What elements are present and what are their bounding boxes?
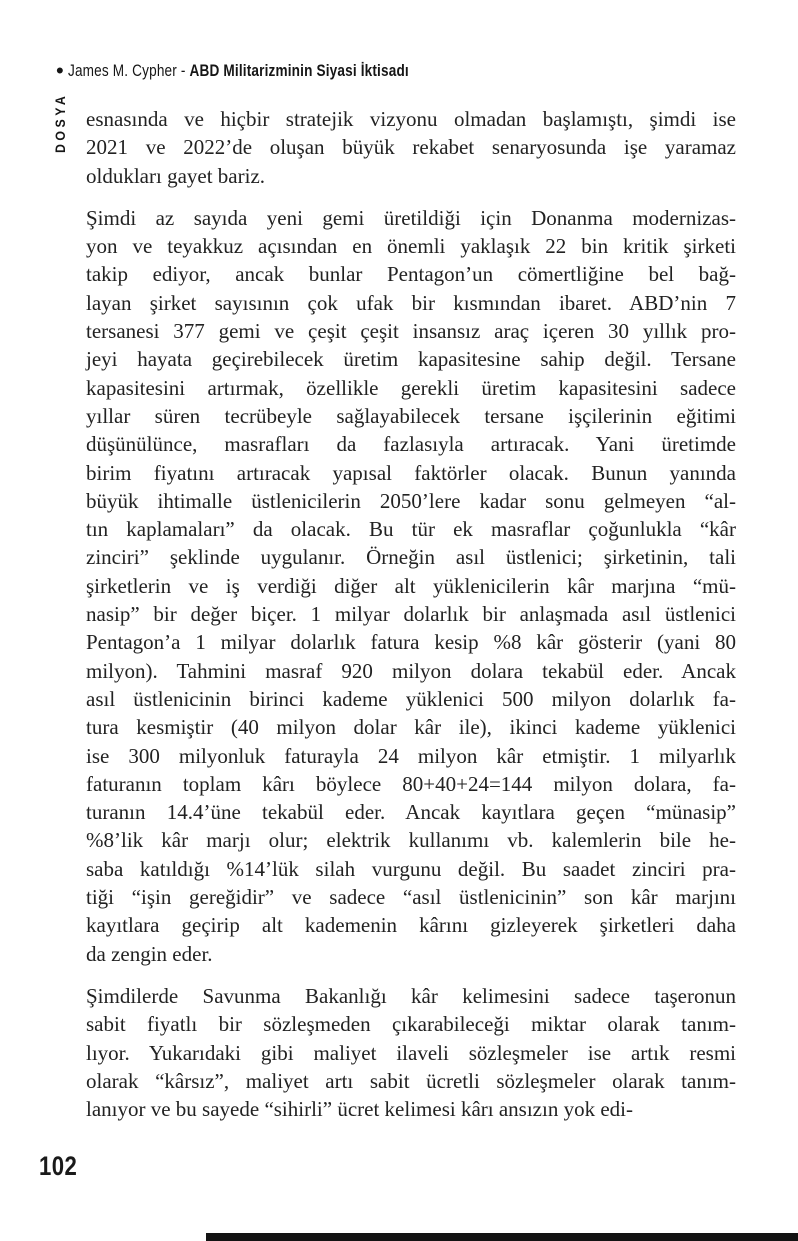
body-line: %8’lik kâr marjı olur; elektrik kullanımı vb. kalemlerin bile he- [86,828,736,853]
body-line: faturanın toplam kârı böylece 80+40+24=144 milyon dolara, fa- [86,771,736,796]
body-line: layan şirket sayısının çok ufak bir kısmından ibaret. ABD’nin 7 [86,290,736,315]
body-line: olarak “kârsız”, maliyet artı sabit ücretli sözleşmeler olarak tanım- [86,1068,736,1093]
body-line: nasip” bir değer biçer. 1 milyar dolarlık bir anlaşmada asıl üstlenici [86,602,736,627]
author-name: James M. Cypher - [67,61,190,80]
body-line: büyük ihtimalle üstlenicilerin 2050’lere kadar sonu gelmeyen “al- [86,488,736,513]
bullet-icon: • [56,58,64,83]
body-line: saba katıldığı %14’lük silah vurgunu değil. Bu saadet zinciri pra- [86,856,736,881]
body-line: zinciri” şeklinde uygulanır. Örneğin asıl üstlenici; şirketinin, tali [86,545,736,570]
body-line: düşünülünce, masrafları da fazlasıyla artıracak. Yani üretimde [86,432,736,457]
paragraph [86,204,736,968]
body-line: lıyor. Yukarıdaki gibi maliyet ilaveli sözleşmeler ise artık resmi [86,1040,736,1065]
body-line: milyon). Tahmini masraf 920 milyon dolara tekabül eder. Ancak [86,658,736,683]
body-line: tura kesmiştir (40 milyon dolar kâr ile), ikinci kademe yüklenici [86,715,736,740]
body-line: oldukları gayet bariz. [86,163,266,188]
body-line: Pentagon’a 1 milyar dolarlık fatura kesip %8 kâr gösterir (yani 80 [86,630,736,655]
body-line: şirketlerin ve iş verdiği diğer alt yüklenicilerin kâr marjına “mü- [86,573,736,598]
body-line: sabit fiyatlı bir sözleşmeden çıkarabileceği miktar olarak tanım- [86,1012,736,1037]
body-line: yıllar süren tecrübeyle sağlayabilecek tersane işçilerinin eğitimi [86,403,736,428]
header-text [68,61,409,81]
body-line: Şimdilerde Savunma Bakanlığı kâr kelimesini sadece taşeronun [86,983,736,1008]
body-line: birim fiyatını artıracak yapısal faktörler olacak. Bunun yanında [86,460,736,485]
body-line: tiği “işin gereğidir” ve sadece “asıl üstlenicinin” son kâr marjını [86,885,736,910]
body-text [86,105,736,1123]
body-line: kayıtlara geçirip alt kademenin kârını gizleyerek şirketleri daha [86,913,736,938]
body-line: yon ve teyakkuz açısından en önemli yaklaşık 22 bin kritik şirketi [86,234,736,259]
paragraph [86,105,736,190]
body-line: 2021 ve 2022’de oluşan büyük rekabet senaryosunda işe yaramaz [86,135,736,160]
body-line: turanın 14.4’üne tekabül eder. Ancak kayıtlara geçen “münasip” [86,800,736,825]
body-line: tersanesi 377 gemi ve çeşit çeşit insansız araç içeren 30 yıllık pro- [86,319,736,344]
body-line: takip ediyor, ancak bunlar Pentagon’un cömertliğine bel bağ- [86,262,736,287]
running-header [56,60,494,82]
paragraph [86,982,736,1123]
body-line: asıl üstlenicinin birinci kademe yüklenici 500 milyon dolarlık fa- [86,686,736,711]
body-line: da zengin eder. [86,941,213,966]
body-line: esnasında ve hiçbir stratejik vizyonu olmadan başlamıştı, şimdi ise [86,107,736,131]
page-number: 102 [39,1151,78,1181]
footer-bar [206,1233,798,1241]
body-line: jeyi hayata geçirebilecek üretim kapasitesine sahip değil. Tersane [86,347,736,372]
body-line: lanıyor ve bu sayede “sihirli” ücret kelimesi kârı ansızın yok edi- [86,1097,633,1122]
body-line: kapasitesini artırmak, özellikle gerekli üretim kapasitesini sadece [86,375,736,400]
dosya-vertical-label: DOSYA [52,92,68,153]
book-title: ABD Militarizminin Siyasi İktisadı [189,61,409,80]
body-line: Şimdi az sayıda yeni gemi üretildiği için Donanma modernizas- [86,205,736,230]
body-line: ise 300 milyonluk faturayla 24 milyon kâr etmiştir. 1 milyarlık [86,743,736,768]
body-line: tın kaplamaları” da olacak. Bu tür ek masraflar çoğunlukla “kâr [86,517,736,542]
